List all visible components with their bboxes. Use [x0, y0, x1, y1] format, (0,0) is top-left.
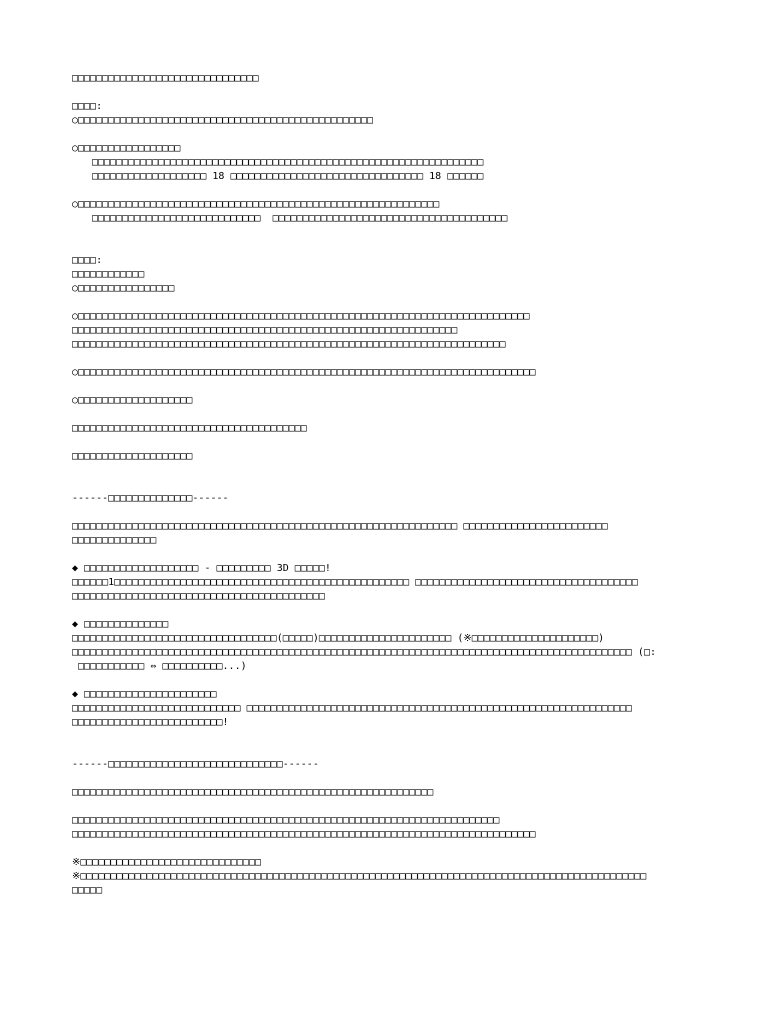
- list-item: ○□□□□□□□□□□□□□□□□□□□□□□□□□□□□□□□□□□□□□□□□□□□□□□□□□□□□□□□□□□□□□□□□□□□□□□□□□□□□: [72, 367, 536, 378]
- section-heading-1: □□□□:: [72, 101, 103, 112]
- bullet-title: ◆ □□□□□□□□□□□□□□□□□□□ - □□□□□□□□□ 3D □□□□□!: [72, 563, 331, 574]
- bullet-text: □□□□□□□□□□□□□□□□□□□□□□□□□□□□□□□□□□□□□□□□□□□□□□□□□□□□□□□□□□□□□□□□□□□□□□□□□□□□□□□□□□□□□□□□□□□□□ (□:: [72, 647, 656, 658]
- section-separator: ------□□□□□□□□□□□□□□□□□□□□□□□□□□□□□------: [72, 759, 319, 770]
- list-item-detail: □□□□□□□□□□□□□□□□□□□□□□□□□□□□□□□□□□□□□□□□□□□□□□□□□□□□□□□□□□□□□□□□□: [92, 157, 484, 168]
- list-item: ○□□□□□□□□□□□□□□□□: [72, 283, 175, 294]
- intro-line: □□□□□□□□□□□□□□□□□□□□□□□□□□□□□□□: [72, 73, 259, 84]
- paragraph-line: □□□□□□□□□□□□□□□□□□□□□□□□□□□□□□□□□□□□□□□□□□□□□□□□□□□□□□□□□□□□□□□□□□□□□□□: [72, 815, 500, 826]
- list-item: ○□□□□□□□□□□□□□□□□□□□□□□□□□□□□□□□□□□□□□□□□□□□□□□□□□□□□□□□□□□□□: [72, 199, 440, 210]
- bullet-title: ◆ □□□□□□□□□□□□□□□□□□□□□□: [72, 689, 217, 700]
- list-item: ○□□□□□□□□□□□□□□□□□□□: [72, 395, 193, 406]
- paragraph-line: □□□□□□□□□□□□□□□□□□□□□□□□□□□□□□□□□□□□□□□□□□□□□□□□□□□□□□□□□□□□: [72, 787, 434, 798]
- note-line: □□□□□□□□□□□□□□□□□□□□: [72, 451, 193, 462]
- note-line: □□□□□□□□□□□□□□□□□□□□□□□□□□□□□□□□□□□□□□□: [72, 423, 307, 434]
- document-body: [72, 72, 712, 898]
- list-item: ○□□□□□□□□□□□□□□□□□□□□□□□□□□□□□□□□□□□□□□□□□□□□□□□□□: [72, 115, 374, 126]
- bullet-text: □□□□□□□□□□□□□□□□□□□□□□□□□□□□□□□□□□□□□□□□□□: [72, 591, 325, 602]
- list-item-detail: □□□□□□□□□□□□□□□□□□□□□□□□□□□□ □□□□□□□□□□□□□□□□□□□□□□□□□□□□□□□□□□□□□□□: [92, 213, 508, 224]
- list-item-detail: □□□□□□□□□□□□□□□□□□□□□□□□□□□□□□□□□□□□□□□□□□□□□□□□□□□□□□□□□□□□□□□□□□□□□□□□: [72, 339, 506, 350]
- footnote-line: ※□□□□□□□□□□□□□□□□□□□□□□□□□□□□□□□□□□□□□□□□□□□□□□□□□□□□□□□□□□□□□□□□□□□□□□□□□□□□□□□□□□□□□□□□□□□□□□: [72, 871, 647, 882]
- footnote-line: ※□□□□□□□□□□□□□□□□□□□□□□□□□□□□□□: [72, 857, 261, 868]
- list-item-detail: □□□□□□□□□□□□□□□□□□□ 18 □□□□□□□□□□□□□□□□□□□□□□□□□□□□□□□□ 18 □□□□□□: [92, 171, 484, 182]
- paragraph-line: □□□□□□□□□□□□□□: [72, 535, 157, 546]
- list-item-detail: □□□□□□□□□□□□□□□□□□□□□□□□□□□□□□□□□□□□□□□□□□□□□□□□□□□□□□□□□□□□□□□□: [72, 325, 458, 336]
- paragraph-line: □□□□□□□□□□□□□□□□□□□□□□□□□□□□□□□□□□□□□□□□□□□□□□□□□□□□□□□□□□□□□□□□ □□□□□□□□□□□□□□□□□□□□□□□□: [72, 521, 608, 532]
- section-separator: ------□□□□□□□□□□□□□□------: [72, 493, 229, 504]
- section-heading-2: □□□□:: [72, 255, 103, 266]
- bullet-title: ◆ □□□□□□□□□□□□□□: [72, 619, 169, 630]
- paragraph-line: □□□□□□□□□□□□□□□□□□□□□□□□□□□□□□□□□□□□□□□□□□□□□□□□□□□□□□□□□□□□□□□□□□□□□□□□□□□□□: [72, 829, 536, 840]
- bullet-text: □□□□□□□□□□□□□□□□□□□□□□□□□□□□□□□□□□(□□□□□)□□□□□□□□□□□□□□□□□□□□□□ (※□□□□□□□□□□□□□□□□□□□□□): [72, 633, 605, 644]
- bullet-text: □□□□□□1□□□□□□□□□□□□□□□□□□□□□□□□□□□□□□□□□□□□□□□□□□□□□□□□□ □□□□□□□□□□□□□□□□□□□□□□□□□□□□□□□□□□□□□: [72, 577, 638, 588]
- footnote-line: □□□□□: [72, 885, 103, 896]
- bullet-text: □□□□□□□□□□□□□□□□□□□□□□□□□□□□ □□□□□□□□□□□□□□□□□□□□□□□□□□□□□□□□□□□□□□□□□□□□□□□□□□□□□□□□□□□□□□□□: [72, 703, 632, 714]
- bullet-text: □□□□□□□□□□□□□□□□□□□□□□□□□!: [72, 717, 229, 728]
- section-subheading: □□□□□□□□□□□□: [72, 269, 145, 280]
- bullet-text: □□□□□□□□□□□ ⇔ □□□□□□□□□□...): [72, 661, 247, 672]
- list-item: ○□□□□□□□□□□□□□□□□□□□□□□□□□□□□□□□□□□□□□□□□□□□□□□□□□□□□□□□□□□□□□□□□□□□□□□□□□□□: [72, 311, 530, 322]
- list-item: ○□□□□□□□□□□□□□□□□□: [72, 143, 181, 154]
